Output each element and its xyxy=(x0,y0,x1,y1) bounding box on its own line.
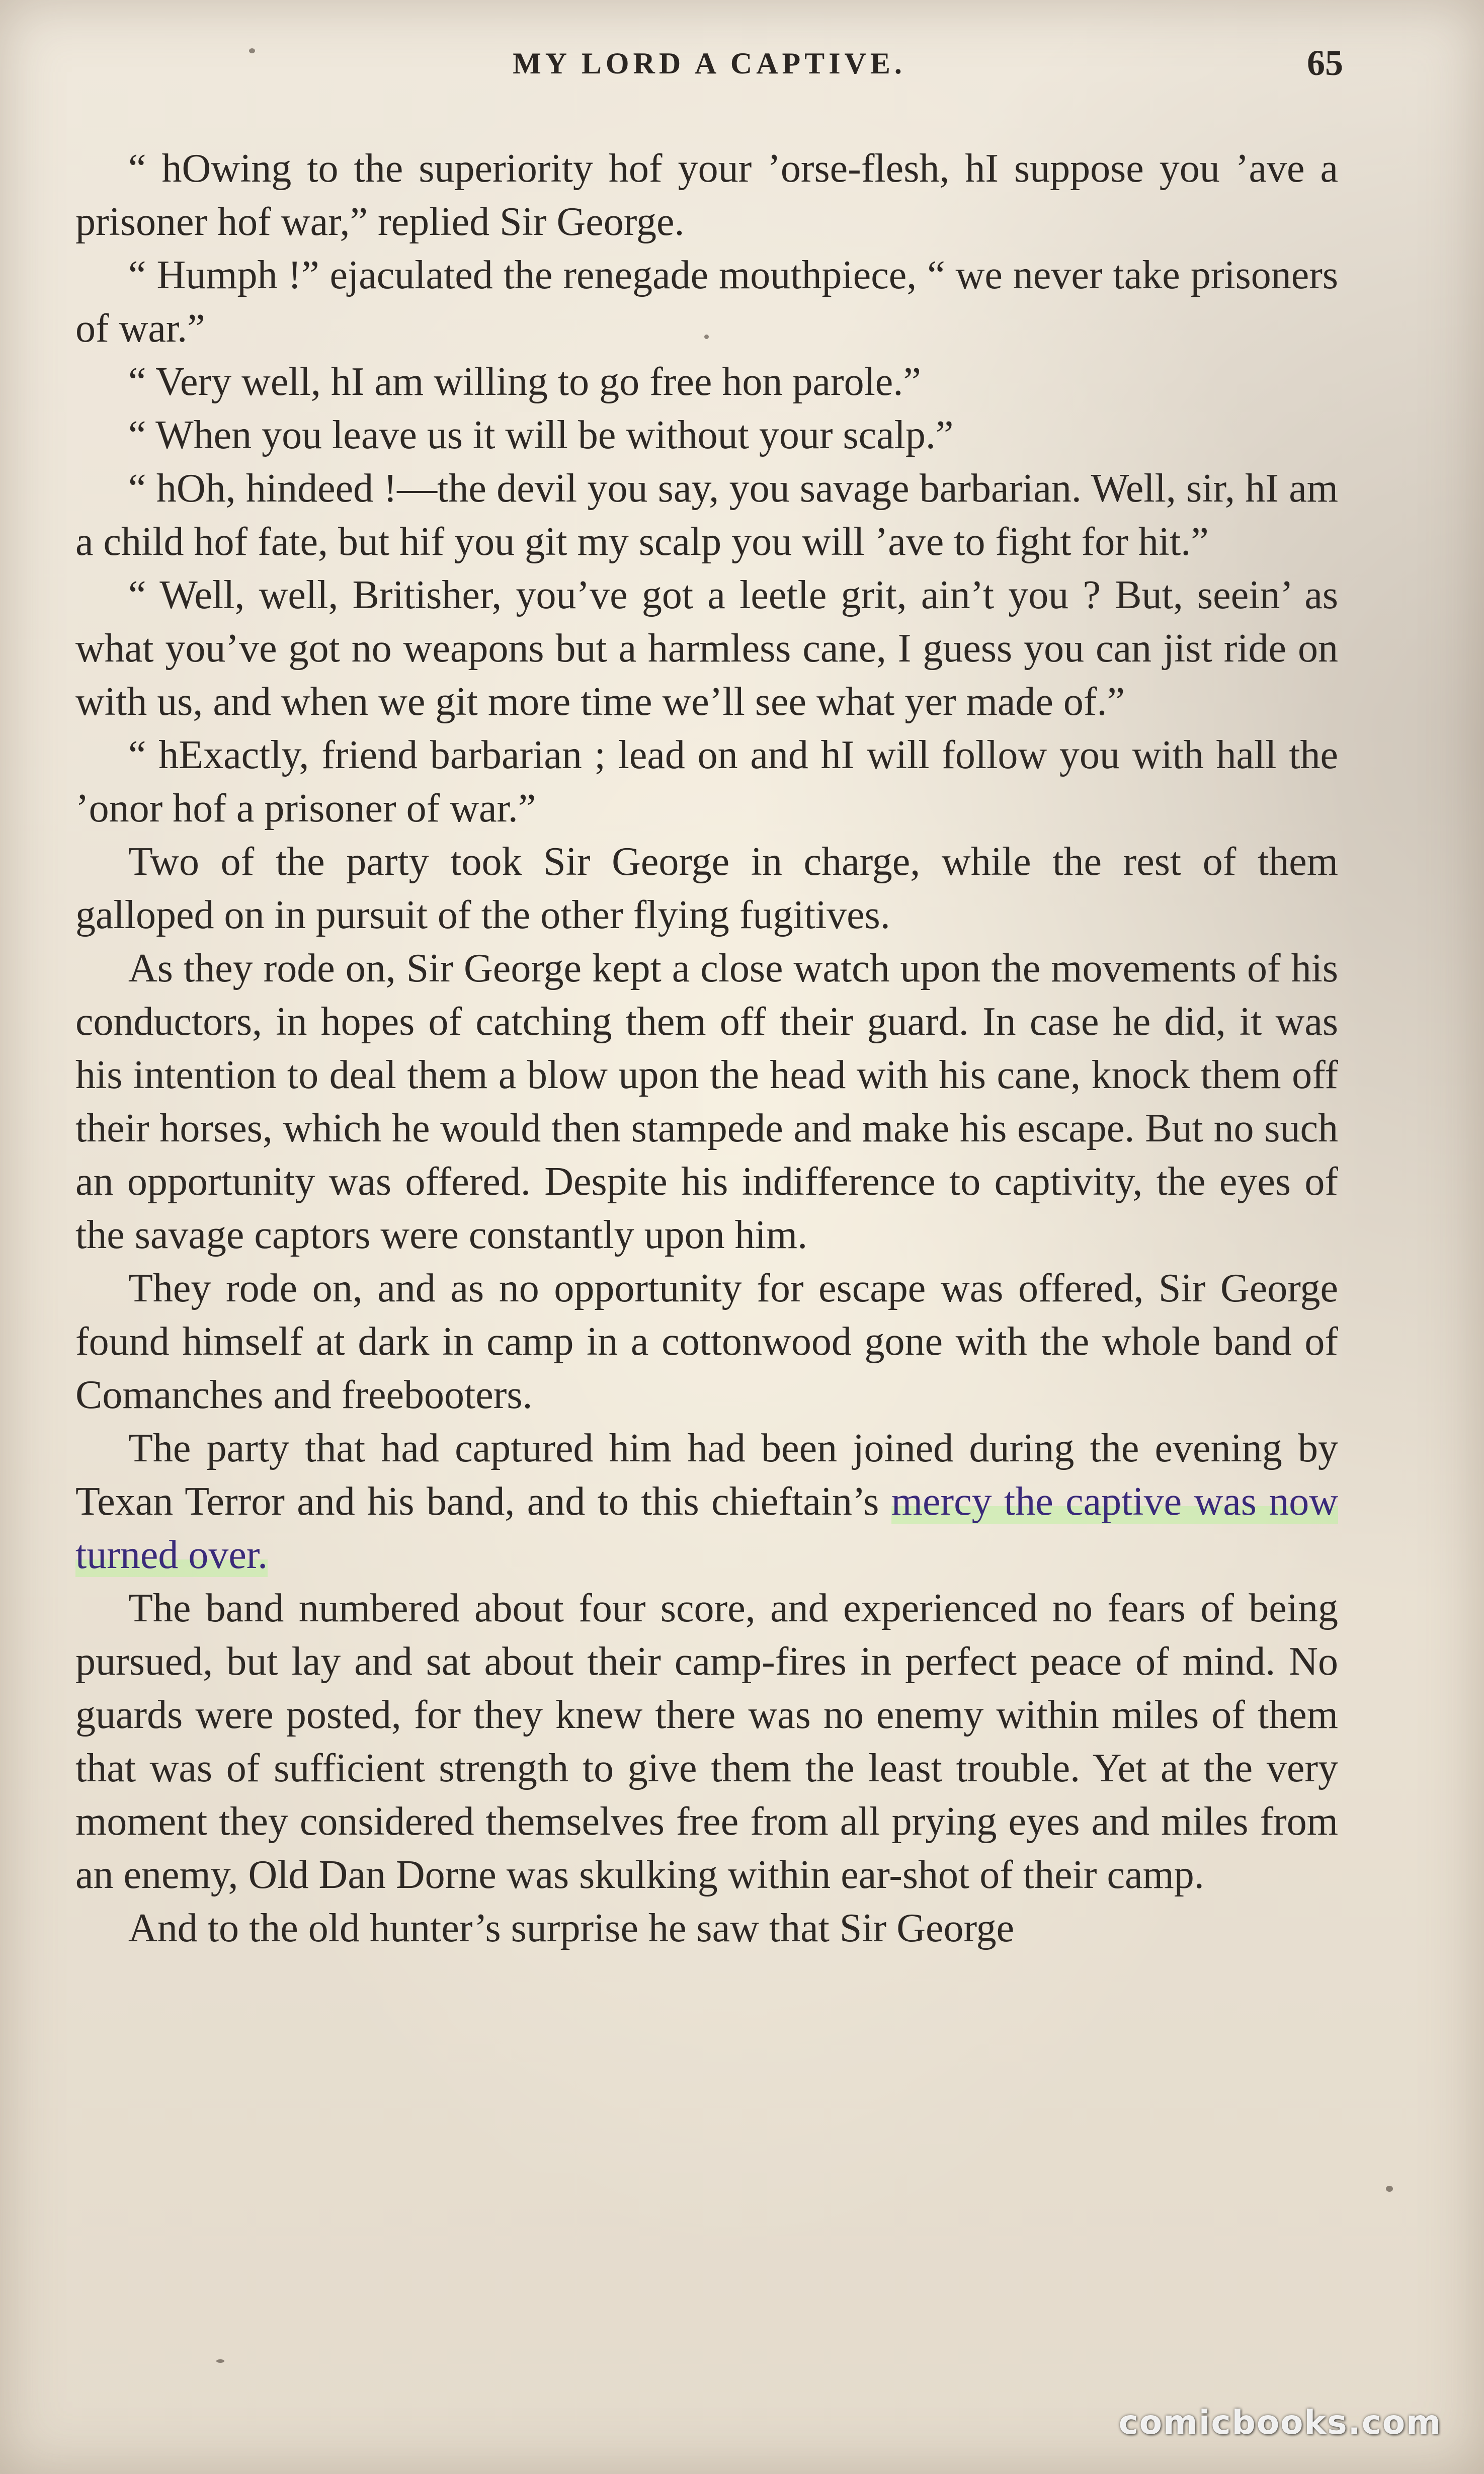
watermark: comicbooks.com xyxy=(1118,2403,1442,2442)
page-number: 65 xyxy=(1307,43,1343,83)
paragraph: The band numbered about four score, and experienced no fears of being pursued, but lay and sat about their camp-fires in perfect peace of mind. No guards were posted, for they knew there was no enemy within miles of them that was of sufficient strength to give them the least trouble. Yet at the very moment they considered themselves free from all prying eyes and miles from an enemy, Old Dan Dorne was skulking within ear-shot of their camp. xyxy=(75,1586,1338,1897)
paragraph: They rode on, and as no opportunity for escape was offered, Sir George found himself at dark in camp in a cottonwood gone with the whole band of Comanches and freebooters. xyxy=(75,1266,1338,1417)
running-head: MY LORD A CAPTIVE. xyxy=(513,47,906,80)
paragraph: “ When you leave us it will be without your scalp.” xyxy=(128,413,954,457)
paragraph: “ Humph !” ejaculated the renegade mouthpiece, “ we never take prisoners of war.” xyxy=(75,253,1338,351)
paper-speck xyxy=(1386,2186,1393,2192)
paragraph: “ hOwing to the superiority hof your ’orse-flesh, hI suppose you ’ave a prisoner hof war,” replied Sir George. xyxy=(75,146,1338,244)
paragraph: “ Very well, hI am willing to go free hon parole.” xyxy=(128,360,921,404)
page-header xyxy=(75,43,1343,92)
paper-speck xyxy=(704,335,709,339)
paragraph: “ Well, well, Britisher, you’ve got a leetle grit, ain’t you ? But, seein’ as what you’ve got no weapons but a harmless cane, I guess you can jist ride on with us, and when we git more time we’ll see what yer made of.” xyxy=(75,573,1338,724)
paper-speck xyxy=(249,48,255,53)
highlighted-text: mercy the captive was now turned over. xyxy=(75,1479,1339,1577)
paragraph: “ hExactly, friend barbarian ; lead on and hI will follow you with hall the ’onor hof a prisoner of war.” xyxy=(75,733,1338,831)
paragraph xyxy=(75,1422,1338,1582)
paragraph-text: The party that had captured him had been joined during the evening by Texan Terror and his band, and to this chieftain’s xyxy=(75,1426,1338,1524)
paragraph: “ hOh, hindeed !—the devil you say, you savage barbarian. Well, sir, hI am a child hof fate, but hif you git my scalp you will ’ave to fight for hit.” xyxy=(75,466,1338,564)
paragraph: As they rode on, Sir George kept a close watch upon the movements of his conductors, in hopes of catching them off their guard. In case he did, it was his intention to deal them a blow upon the head with his cane, knock them off their horses, which he would then stampede and make his escape. But no such an opportunity was offered. Despite his indifference to captivity, the eyes of the savage captors were constantly upon him. xyxy=(75,946,1338,1257)
paper-speck xyxy=(216,2359,224,2363)
body-text xyxy=(75,142,1338,1955)
paragraph: Two of the party took Sir George in charge, while the rest of them galloped on in pursuit of the other flying fugitives. xyxy=(75,840,1338,937)
paragraph: And to the old hunter’s surprise he saw that Sir George xyxy=(128,1906,1015,1950)
